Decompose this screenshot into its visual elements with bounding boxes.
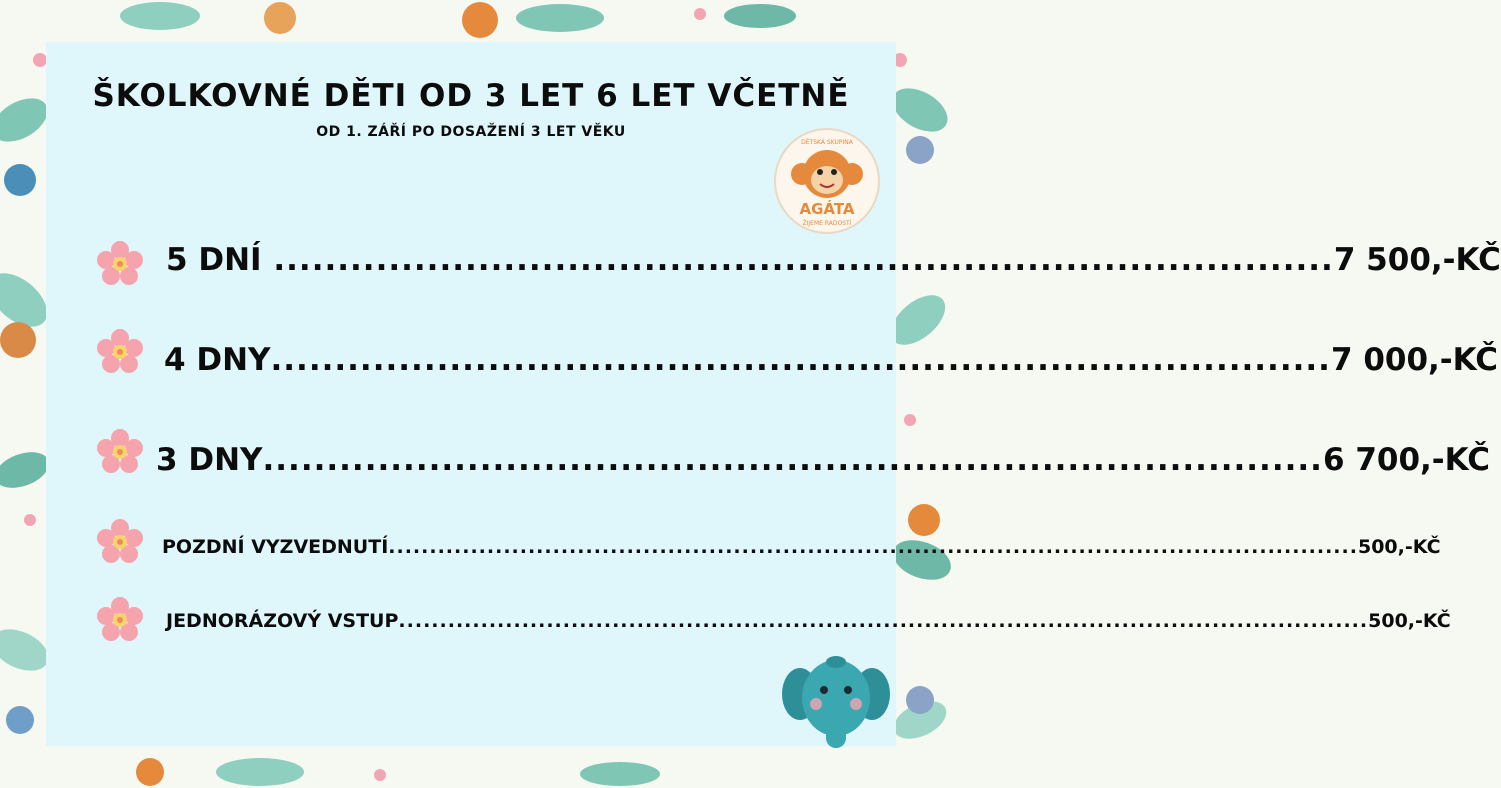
flower-icon	[94, 238, 146, 290]
logo-top-text: DĚTSKÁ SKUPINA	[801, 139, 853, 146]
price-row-label: 3 DNY	[156, 442, 263, 478]
price-row-label: POZDNÍ VYZVEDNUTÍ	[162, 536, 389, 558]
price-row-late-pickup	[162, 536, 1441, 558]
dot-leader: ...................................................................................	[262, 442, 1323, 478]
page-title: ŠKOLKOVNÉ DĚTI OD 3 LET 6 LET VČETNĚ	[92, 78, 850, 114]
dot-leader: ...................................................................................	[261, 242, 1334, 278]
price-row-label: 4 DNY	[164, 342, 271, 378]
dot-leader: ......................................................................................................................	[398, 610, 1369, 632]
logo-bottom-text: ŽIJEME RADOSTÍ	[802, 220, 852, 227]
price-row-value: 7 000,-KČ	[1330, 342, 1499, 378]
price-row-value: 500,-KČ	[1357, 536, 1441, 558]
logo-name: AGÁTA	[799, 200, 855, 218]
flower-icon	[94, 426, 146, 478]
price-row-value: 7 500,-KČ	[1333, 242, 1501, 278]
flower-icon	[94, 594, 146, 646]
price-row-3-days	[156, 442, 1491, 478]
price-row-label: JEDNORÁZOVÝ VSTUP	[166, 610, 399, 632]
page-subtitle: OD 1. ZÁŘÍ PO DOSAŽENÍ 3 LET VĚKU	[316, 124, 626, 140]
dot-leader: ......................................................................................................................	[388, 536, 1358, 558]
price-row-5-days	[166, 242, 1501, 278]
price-row-4-days	[164, 342, 1499, 378]
flower-icon	[94, 516, 146, 568]
flower-icon	[94, 326, 146, 378]
price-row-value: 6 700,-KČ	[1322, 442, 1491, 478]
price-panel	[46, 42, 1501, 746]
price-row-value: 500,-KČ	[1368, 610, 1451, 632]
dot-leader: ...................................................................................	[270, 342, 1331, 378]
price-row-label: 5 DNÍ	[166, 242, 262, 278]
price-row-single-entry	[166, 610, 1451, 632]
elephant-icon	[782, 646, 890, 756]
monkey-logo-icon	[772, 126, 882, 236]
